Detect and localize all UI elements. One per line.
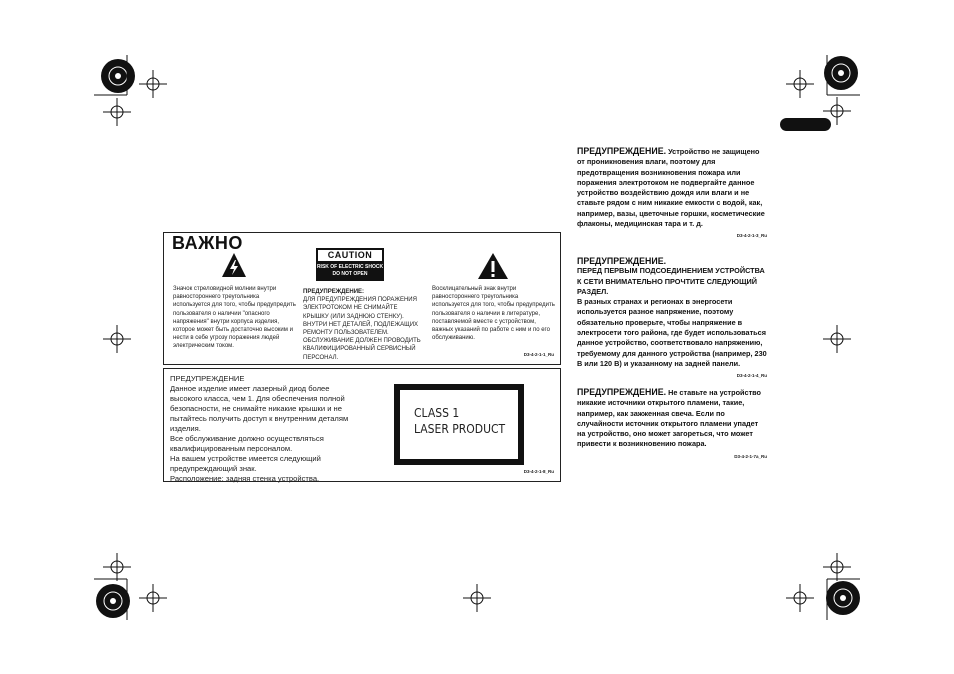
document-code: D3-4-2-1-7a_Ru: [734, 453, 767, 459]
warning-text: В разных странах и регионах в энергосети используется разное напряжение, поэтому обязательно проверьте, чтобы напряжение в электросети того района, где будет использоваться данное устройство, соответствовало напряжению, требуемому для данного устройства (например, 230 В или 120 В) и указанному на задней панели.: [577, 297, 767, 368]
document-code: D3-4-2-1-3_Ru: [736, 233, 767, 239]
caution-label-line2: RISK OF ELECTRIC SHOCK: [316, 264, 384, 270]
caution-text: ДЛЯ ПРЕДУПРЕЖДЕНИЯ ПОРАЖЕНИЯ ЭЛЕКТРОТОКОМ НЕ СНИМАЙТЕ КРЫШКУ (ИЛИ ЗАДНЮЮ СТЕНКУ). ВНУТРИ НЕТ ДЕТАЛЕЙ, ПОДЛЕЖАЩИХ РЕМОНТУ ПОЛЬЗОВАТЕЛЕМ. ОБСЛУЖИВАНИЕ ДОЛЖЕН ПРОВОДИТЬ КВАЛИФИЦИРОВАННЫЙ СЕРВИСНЫЙ ПЕРСОНАЛ.: [303, 297, 421, 361]
laser-label-line2: LASER PRODUCT: [414, 422, 506, 436]
laser-label-line1: CLASS 1: [414, 406, 460, 420]
moisture-warning: [577, 146, 767, 242]
laser-warning-body3: На вашем устройстве имеется следующий предупреждающий знак.: [170, 454, 321, 473]
warning-subheading: ПЕРЕД ПЕРВЫМ ПОДСОЕДИНЕНИЕМ УСТРОЙСТВА К СЕТИ ВНИМАТЕЛЬНО ПРОЧТИТЕ СЛЕДУЮЩИЙ РАЗДЕЛ.: [577, 266, 765, 296]
exclamation-explanation: Восклицательный знак внутри равностороннего треугольника используется для того, чтобы предупредить пользователя о наличии в литературе, поставляемой вместе с устройством, важных указаний по работе с ним и по его обслуживанию.: [432, 286, 555, 342]
class1-laser-label: [394, 384, 524, 465]
caution-heading: ПРЕДУПРЕЖДЕНИЕ:: [303, 289, 365, 295]
warning-heading: ПРЕДУПРЕЖДЕНИЕ.: [577, 387, 667, 397]
important-notice-box: [163, 232, 561, 365]
caution-explanation: [303, 288, 423, 362]
open-flame-warning: [577, 387, 767, 462]
warning-heading: ПРЕДУПРЕЖДЕНИЕ.: [577, 256, 667, 266]
exclamation-triangle-icon: [477, 252, 509, 280]
lightning-explanation: Значок стреловидной молнии внутри равностороннего треугольника используется для того, чтобы предупредить пользователя о наличии "опасного напряжения" внутри корпуса изделия, которое может быть достаточно высоким и нести в себе угрозу поражения людей электрическим током.: [173, 286, 296, 350]
caution-label: [316, 248, 384, 281]
document-code: D3-4-2-1-1_Ru: [523, 352, 554, 357]
document-code: D3-4-2-1-8_Ru: [523, 469, 554, 474]
important-title: ВАЖНО: [172, 233, 243, 253]
warning-text: Устройство не защищено от проникновения влаги, поэтому для предотвращения возникновения пожара или поражения электротоком не подвергайте данное устройство воздействию дождя или влаги и не ставьте рядом с ним никакие емкости с водой, как, например, вазы, цветочные горшки, косметические флаконы, медицинская тара и т. д.: [577, 147, 765, 229]
laser-warning-text: [170, 374, 360, 484]
warning-text: Не ставьте на устройство никакие источники открытого пламени, такие, например, как зажженная свеча. Если по случайности источник открытого пламени упадет на устройство, оно может загореться, что может привести к возникновению пожара.: [577, 388, 761, 449]
document-code: D3-4-2-1-4_Ru: [736, 373, 767, 379]
caution-label-title: CAUTION: [318, 250, 382, 261]
caution-label-line3: DO NOT OPEN: [332, 271, 368, 277]
laser-warning-body2: Все обслуживание должно осуществляться квалифицированным персоналом.: [170, 434, 324, 453]
laser-warning-body4: Расположение: задняя стенка устройства.: [170, 474, 320, 483]
section-tab-marker: [780, 118, 831, 131]
laser-warning-heading: ПРЕДУПРЕЖДЕНИЕ: [170, 374, 245, 383]
warning-heading: ПРЕДУПРЕЖДЕНИЕ.: [577, 146, 667, 156]
voltage-warning: [577, 256, 767, 382]
laser-warning-box: [163, 368, 561, 482]
lightning-triangle-icon: [221, 252, 247, 278]
laser-warning-body: Данное изделие имеет лазерный диод более высокого класса, чем 1. Для обеспечения полной безопасности, не снимайте никакие крышки и не пытайтесь получить доступ к внутренним деталям изделия.: [170, 384, 349, 433]
